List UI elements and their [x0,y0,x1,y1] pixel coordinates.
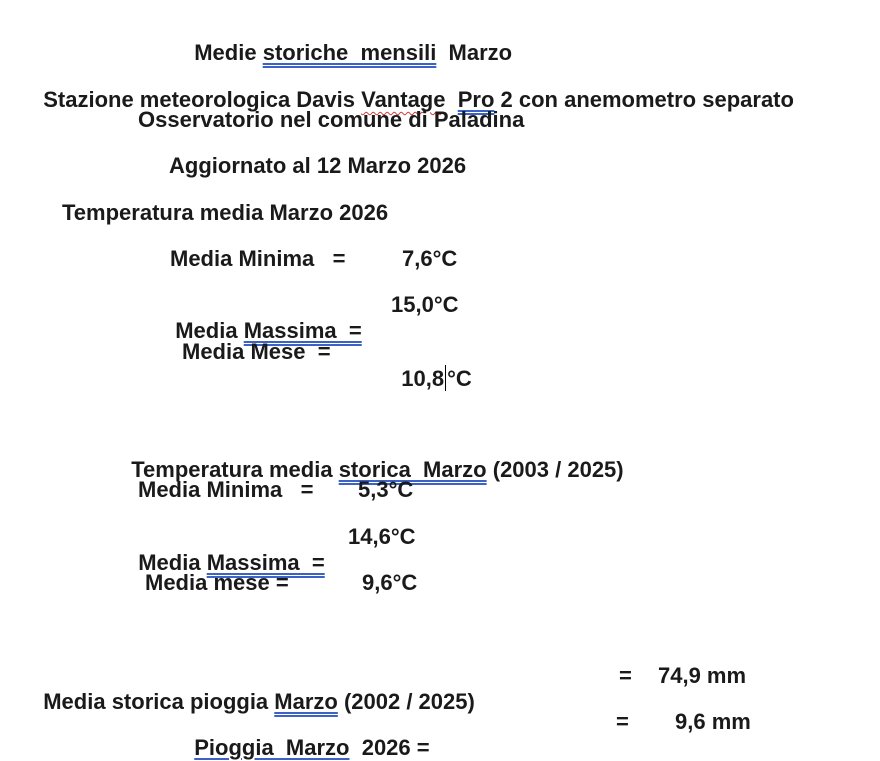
current-heading: Temperatura media Marzo 2026 [62,200,389,225]
station-line [31,61,794,113]
rain-historical-label [31,663,475,715]
page-title [182,14,512,66]
historical-max-value: 14,6°C [348,524,416,549]
current-max-label [163,292,362,344]
station-underlined-word: Pro [457,87,495,112]
title-part: Marzo [436,40,513,65]
label-text: Media [138,550,207,575]
label-text: Media storica pioggia [43,689,275,714]
label-underlined: Marzo [274,689,338,714]
rain-current-value: 9,6 mm [675,709,751,734]
value-number: 10,8 [401,366,445,391]
heading-text: (2003 / 2025) [486,457,624,482]
label-text: (2002 / 2025) [337,689,475,714]
title-part-underlined: storiche mensili [262,40,437,65]
rain-current-equals: = [616,709,629,734]
current-min-value: 7,6°C [402,246,458,271]
updated-line: Aggiornato al 12 Marzo 2026 [169,153,467,178]
historical-mean-value: 9,6°C [362,570,418,595]
historical-heading [119,431,624,483]
historical-max-label [126,524,325,576]
label-underlined: Pioggia Marzo [194,735,350,760]
heading-underlined: storica Marzo [338,457,487,482]
historical-mean-label: Media mese = [145,570,289,595]
title-part: Medie [194,40,263,65]
rain-historical-value: 74,9 mm [658,663,747,688]
station-text: Stazione meteorologica Davis [43,87,362,112]
current-max-value: 15,0°C [391,292,459,317]
station-misspelled-word: Vantage [361,87,446,112]
current-mean-value [389,339,472,392]
label-underlined: Massima = [206,550,325,575]
label-text: 2026 = [349,735,430,760]
heading-text: Temperatura media [131,457,339,482]
rain-current-label [182,709,430,761]
historical-min-value: 5,3°C [358,477,414,502]
rain-historical-equals: = [619,663,632,688]
current-min-label: Media Minima = [170,246,346,271]
historical-min-label: Media Minima = [138,477,314,502]
station-text: 2 con anemometro separato [494,87,794,112]
label-text: Media [175,318,244,343]
label-underlined: Massima = [243,318,362,343]
value-unit: °C [447,366,472,391]
text-cursor [445,365,446,391]
current-mean-label: Media Mese = [182,339,331,364]
observatory-line: Osservatorio nel comune di Paladina [138,107,525,132]
